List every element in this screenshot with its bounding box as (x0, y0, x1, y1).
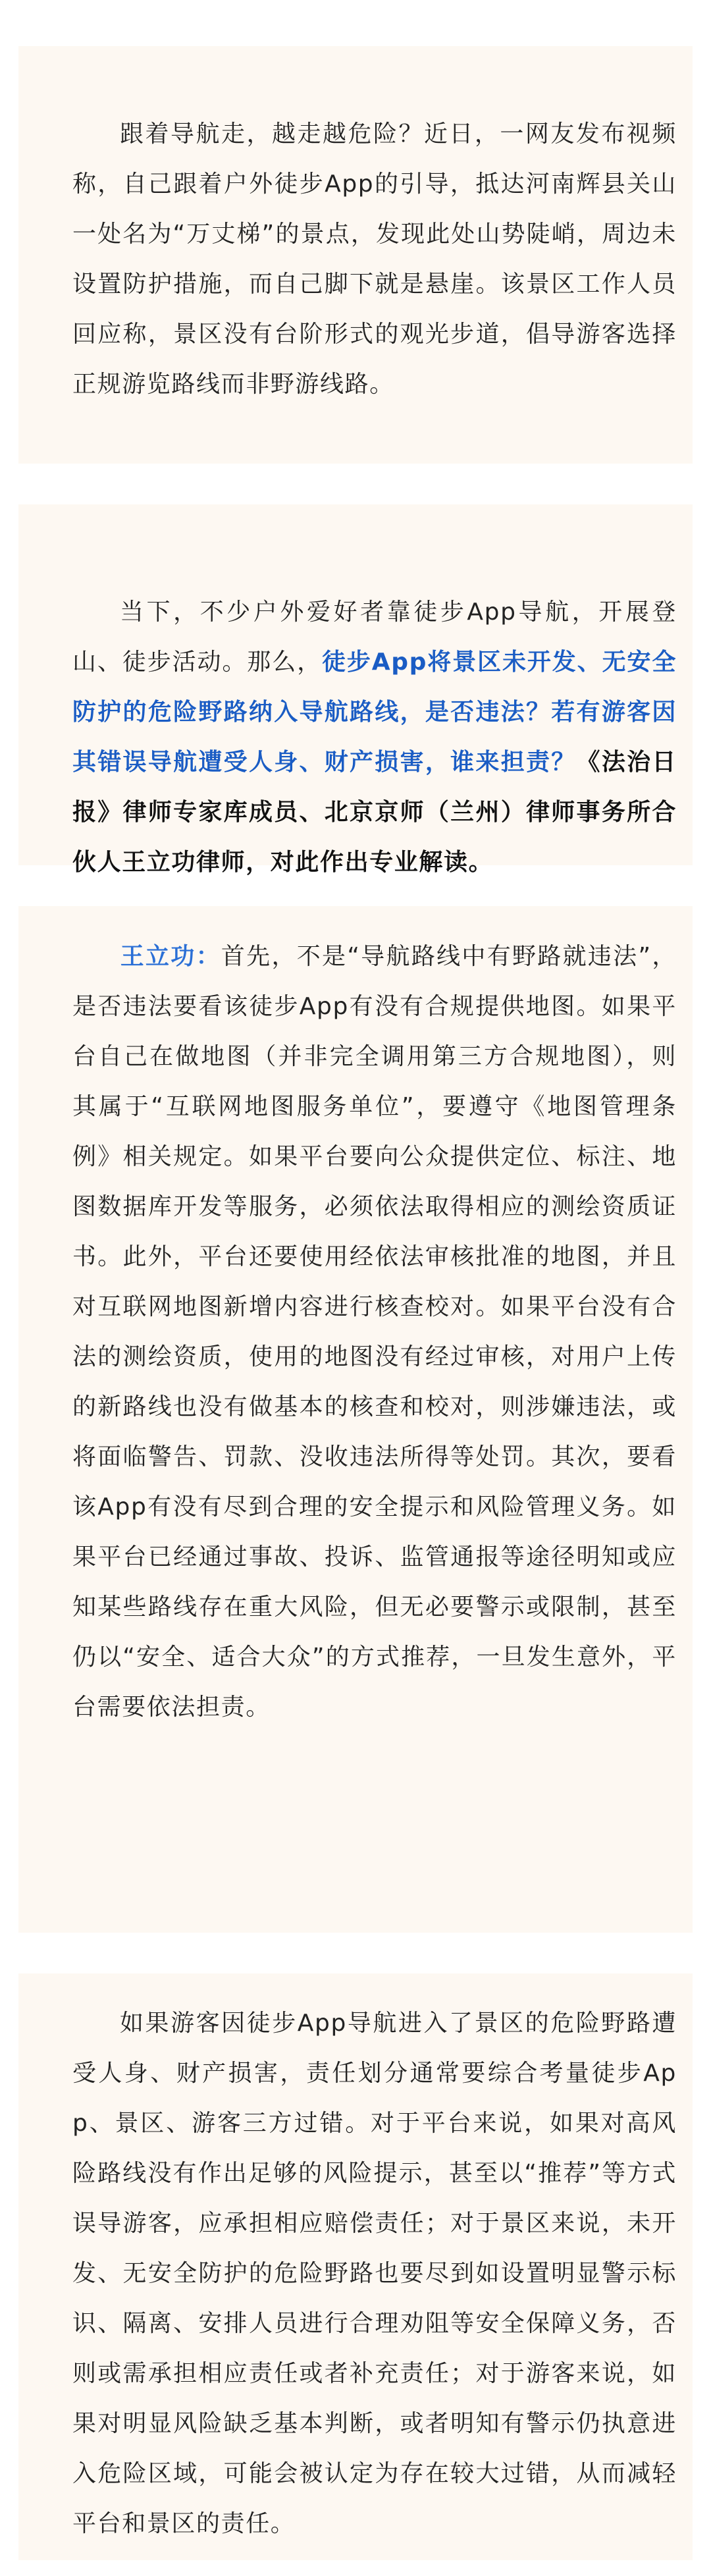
expert-intro-text: 《法治日报》律师专家库成员、北京京师（兰州）律师事务所合伙人王立功律师，对此作出专业解读。 (72, 749, 677, 876)
section-divider (18, 464, 693, 504)
expert-answer-text: 首先，不是“导航路线中有野路就违法”，是否违法要看该徒步App有没有合规提供地图。如果平台自己在做地图（并非完全调用第三方合规地图），则其属于“互联网地图服务单位”，要遵守《地图管理条例》相关规定。如果平台要向公众提供定位、标注、地图数据库开发等服务，必须依法取得相应的测绘资质证书。此外，平台还要使用经依法审核批准的地图，并且对互联网地图新增内容进行核查校对。如果平台没有合法的测绘资质，使用的地图没有经过审核，对用户上传的新路线也没有做基本的核查和校对，则涉嫌违法，或将面临警告、罚款、没收违法所得等处罚。其次，要看该App有没有尽到合理的安全提示和风险管理义务。如果平台已经通过事故、投诉、监管通报等途径明知或应知某些路线存在重大风险，但无必要警示或限制，甚至仍以“安全、适合大众”的方式推荐，一旦发生意外，平台需要依法担责。 (72, 943, 677, 1721)
speaker-name: 王立功： (120, 943, 221, 970)
paragraph-intro: 跟着导航走，越走越危险？近日，一网友发布视频称，自己跟着户外徒步App的引导，抵达河南辉县关山一处名为“万丈梯”的景点，发现此处山势陡峭，周边未设置防护措施，而自己脚下就是悬崖。该景区工作人员回应称，景区没有台阶形式的观光步道，倡导游客选择正规游览路线而非野游线路。 (72, 121, 677, 398)
section-divider (18, 1933, 693, 1973)
paragraph-question (72, 587, 677, 888)
question-highlight-text: 徒步App将景区未开发、无安全防护的危险野路纳入导航路线，是否违法？若有游客因其错误导航遭受人身、财产损害，谁来担责？ (72, 649, 677, 776)
paragraph-expert-answer (72, 932, 677, 1732)
paragraph-liability: 如果游客因徒步App导航进入了景区的危险野路遭受人身、财产损害，责任划分通常要综合考量徒步App、景区、游客三方过错。对于平台来说，如果对高风险路线没有作出足够的风险提示，甚至以“推荐”等方式误导游客，应承担相应赔偿责任；对于景区来说，未开发、无安全防护的危险野路也要尽到如设置明显警示标识、隔离、安排人员进行合理劝阻等安全保障义务，否则或需承担相应责任或者补充责任；对于游客来说，如果对明显风险缺乏基本判断，或者明知有警示仍执意进入危险区域，可能会被认定为存在较大过错，从而减轻平台和景区的责任。 (72, 2010, 677, 2537)
article-card (18, 46, 693, 2560)
question-lead-text: 当下，不少户外爱好者靠徒步App导航，开展登山、徒步活动。那么， (72, 599, 677, 676)
